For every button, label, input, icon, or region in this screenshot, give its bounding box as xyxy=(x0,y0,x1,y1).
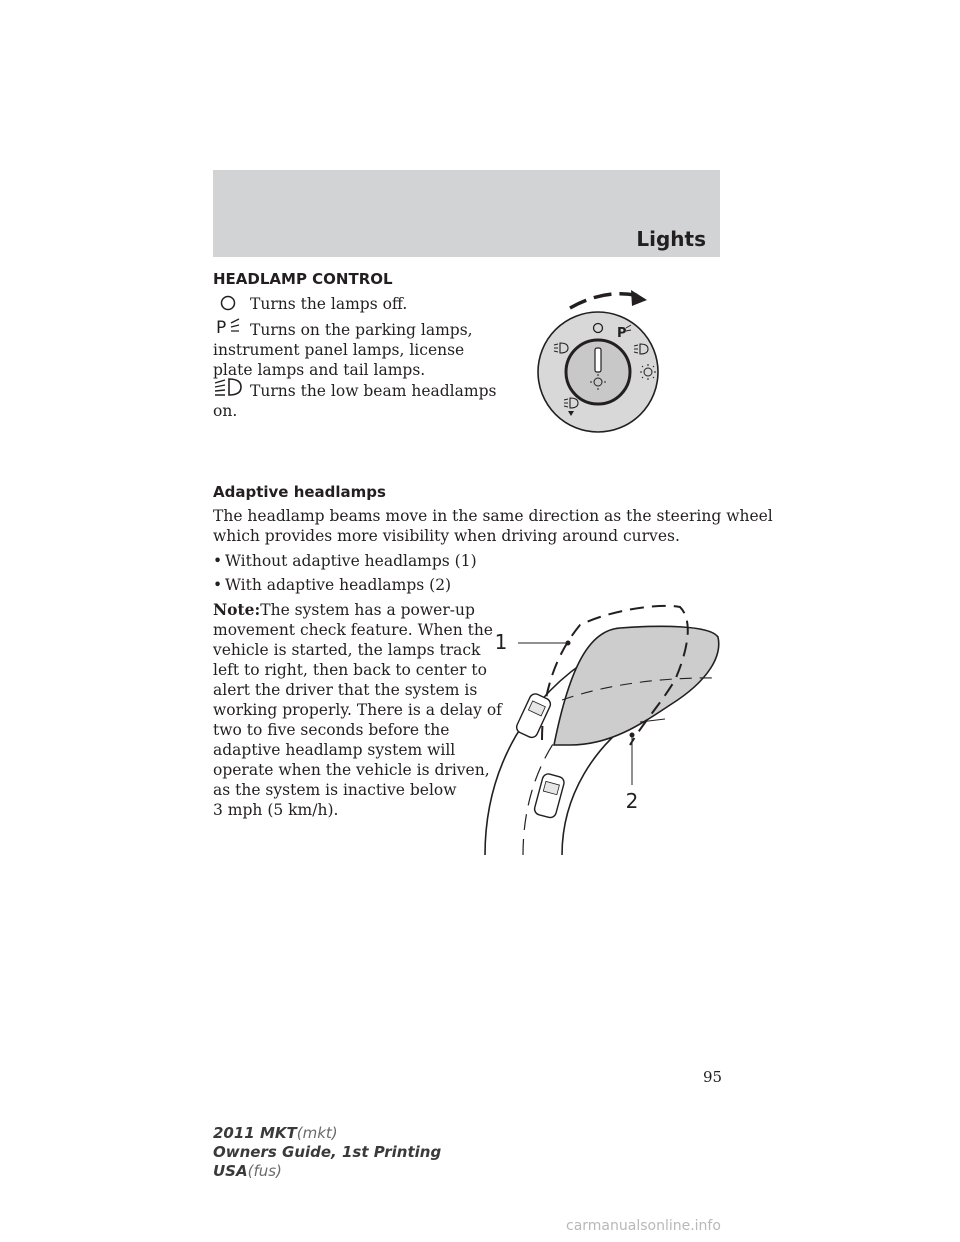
footer-region-code: (fus) xyxy=(247,1162,282,1180)
note-line: working properly. There is a delay of xyxy=(213,701,502,719)
footer-model: 2011 MKT xyxy=(213,1124,297,1142)
note-line: two to five seconds before the xyxy=(213,721,450,739)
parking-lamps-icon xyxy=(215,315,245,337)
headlamp-switch-illustration xyxy=(530,290,710,450)
adaptive-intro-line-1: The headlamp beams move in the same direction as the steering wheel xyxy=(213,507,773,525)
note-text: The system has a power-up xyxy=(260,601,475,619)
section-title: Lights xyxy=(636,227,706,251)
off-text: Turns the lamps off. xyxy=(250,295,408,313)
parking-lamps-line-3: plate lamps and tail lamps. xyxy=(213,361,426,379)
footer-guide: Owners Guide, 1st Printing xyxy=(213,1143,442,1161)
bullet-item: • With adaptive headlamps (2) xyxy=(213,576,452,594)
note-line: 3 mph (5 km/h). xyxy=(213,801,339,819)
low-beam-line-2: on. xyxy=(213,402,238,420)
footer-line-1 xyxy=(213,1124,441,1143)
footer-model-code: (mkt) xyxy=(296,1124,338,1142)
note-line: vehicle is started, the lamps track xyxy=(213,641,481,659)
bullet-text: With adaptive headlamps (2) xyxy=(225,576,452,594)
watermark[interactable]: carmanualsonline.info xyxy=(566,1218,721,1234)
adaptive-beam-diagram xyxy=(470,595,720,860)
note-line: movement check feature. When the xyxy=(213,621,493,639)
footer-line-3 xyxy=(213,1162,441,1181)
page-number: 95 xyxy=(703,1068,723,1086)
note-line: operate when the vehicle is driven, xyxy=(213,761,490,779)
note-line: adaptive headlamp system will xyxy=(213,741,456,759)
svg-text:P: P xyxy=(617,326,627,341)
low-beam-line-1: Turns the low beam headlamps xyxy=(250,382,497,400)
callout-1: 1 xyxy=(494,630,508,654)
off-icon xyxy=(219,294,239,312)
parking-lamps-line-2: instrument panel lamps, license xyxy=(213,341,465,359)
headlamp-control-heading: HEADLAMP CONTROL xyxy=(213,270,393,288)
note-line: alert the driver that the system is xyxy=(213,681,478,699)
note-line: left to right, then back to center to xyxy=(213,661,487,679)
adaptive-headlamps-heading: Adaptive headlamps xyxy=(213,483,386,501)
parking-lamps-line-1: Turns on the parking lamps, xyxy=(250,321,473,339)
section-header-band xyxy=(213,170,720,257)
adaptive-intro-line-2: which provides more visibility when driving around curves. xyxy=(213,527,680,545)
svg-text:P: P xyxy=(216,318,227,337)
bullet-text: Without adaptive headlamps (1) xyxy=(225,552,477,570)
footer-line-2 xyxy=(213,1143,441,1162)
callout-2: 2 xyxy=(625,789,639,813)
low-beam-icon xyxy=(213,376,243,398)
note-line: as the system is inactive below xyxy=(213,781,457,799)
note-label: Note: xyxy=(213,600,261,619)
note-line-1 xyxy=(213,600,475,620)
footer xyxy=(213,1124,441,1181)
bullet-item: • Without adaptive headlamps (1) xyxy=(213,552,477,570)
footer-region: USA xyxy=(213,1162,248,1180)
